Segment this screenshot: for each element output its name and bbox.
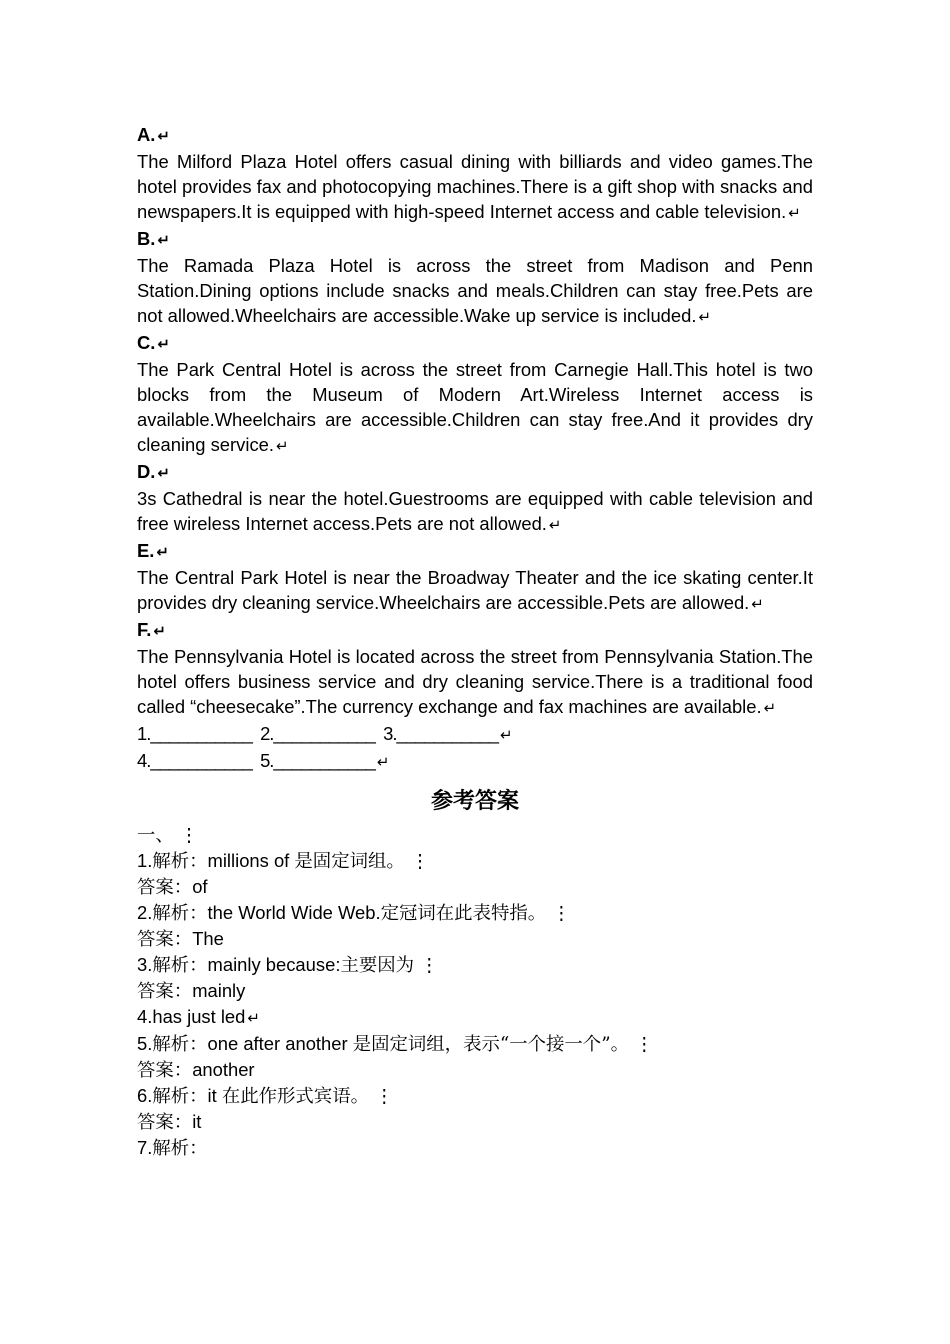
paragraph-mark-icon: ↵ [376, 754, 390, 771]
ellipsis-icon: ⋮ [179, 825, 199, 846]
answer-line: 答案：of [137, 876, 208, 898]
answer-line: 4.has just led ↵ [137, 1004, 813, 1031]
paragraph-mark-icon: ↵ [751, 596, 764, 613]
section-text: The Park Central Hotel is across the street from Carnegie Hall.This hotel is two blocks from the Museum of Modern Art.Wireless Internet access is available.Wheelchairs are accessible.Children can stay free.And it provides dry cleaning service. [137, 359, 813, 455]
section-heading: B. [137, 228, 156, 249]
section-text: The Central Park Hotel is near the Broadway Theater and the ice skating center.It provides dry cleaning service.Wheelchairs are accessible.Pets are allowed. [137, 567, 813, 613]
answer-key [137, 822, 813, 1161]
ellipsis-icon: ⋮ [420, 955, 439, 976]
paragraph-mark-icon: ↵ [157, 336, 170, 353]
paragraph-mark-icon: ↵ [698, 309, 712, 326]
paragraph-mark-icon: ↵ [157, 465, 170, 482]
section-heading: E. [137, 540, 155, 561]
document-page [137, 122, 813, 1161]
paragraph-mark-icon: ↵ [788, 205, 801, 222]
answer-blanks [137, 721, 813, 775]
section-e [137, 538, 813, 617]
answer-key-title: 参考答案 [430, 788, 519, 814]
part-label: 一、 [137, 825, 174, 846]
section-text: The Pennsylvania Hotel is located across the street from Pennsylvania Station.The hotel offers business service and dry cleaning service.There is a traditional food called “cheesecake”.The currency exchange and fax machines are available. [137, 646, 813, 717]
paragraph-mark-icon: ↵ [275, 438, 289, 455]
ellipsis-icon: ⋮ [552, 903, 571, 924]
answer-line: 1.解析：millions of 是固定词组。 ⋮ [137, 850, 430, 872]
answer-line: 答案：mainly [137, 980, 246, 1002]
paragraph-mark-icon: ↵ [153, 623, 166, 640]
paragraph-mark-icon: ↵ [763, 700, 777, 717]
section-text: The Ramada Plaza Hotel is across the street from Madison and Penn Station.Dining options include snacks and meals.Children can stay free.Pets are not allowed.Wheelchairs are accessible.Wake up service is included. [137, 255, 813, 326]
answer-line: 答案：another [137, 1059, 255, 1081]
answer-line: 3.解析：mainly because:主要因为 ⋮ [137, 954, 439, 976]
paragraph-mark-icon: ↵ [548, 517, 562, 534]
blank-line-2: 4.___________ 5.___________ [137, 750, 375, 771]
section-c [137, 330, 813, 459]
section-a [137, 122, 813, 226]
section-text: 3s Cathedral is near the hotel.Guestrooms are equipped with cable television and free wireless Internet access.Pets are not allowed. [137, 488, 813, 534]
blank-line-1: 1.___________ 2.___________ 3.___________ [137, 723, 498, 744]
section-b [137, 226, 813, 330]
section-heading: C. [137, 332, 156, 353]
ellipsis-icon: ⋮ [374, 1086, 394, 1107]
ellipsis-icon: ⋮ [410, 851, 430, 872]
paragraph-mark-icon: ↵ [247, 1010, 260, 1027]
answer-line: 2.解析：the World Wide Web.定冠词在此表特指。 ⋮ [137, 902, 571, 924]
section-heading: D. [137, 461, 156, 482]
paragraph-mark-icon: ↵ [499, 727, 513, 744]
paragraph-mark-icon: ↵ [157, 232, 170, 249]
section-text: The Milford Plaza Hotel offers casual dining with billiards and video games.The hotel provides fax and photocopying machines.There is a gift shop with snacks and newspapers.It is equipped with high‑speed Internet access and cable television. [137, 151, 813, 222]
answer-line: 5.解析：one after another 是固定词组，表示“一个接一个”。 ⋮ [137, 1033, 654, 1055]
answer-line: 答案：The [137, 928, 224, 950]
section-d [137, 459, 813, 538]
answer-line: 6.解析：it 在此作形式宾语。 ⋮ [137, 1085, 394, 1107]
answer-line: 7.解析： [137, 1137, 208, 1159]
section-heading: A. [137, 124, 156, 145]
section-heading: F. [137, 619, 152, 640]
section-f [137, 617, 813, 721]
ellipsis-icon: ⋮ [635, 1034, 654, 1055]
paragraph-mark-icon: ↵ [157, 128, 170, 145]
paragraph-mark-icon: ↵ [156, 544, 169, 561]
answer-line: 答案：it [137, 1111, 202, 1133]
